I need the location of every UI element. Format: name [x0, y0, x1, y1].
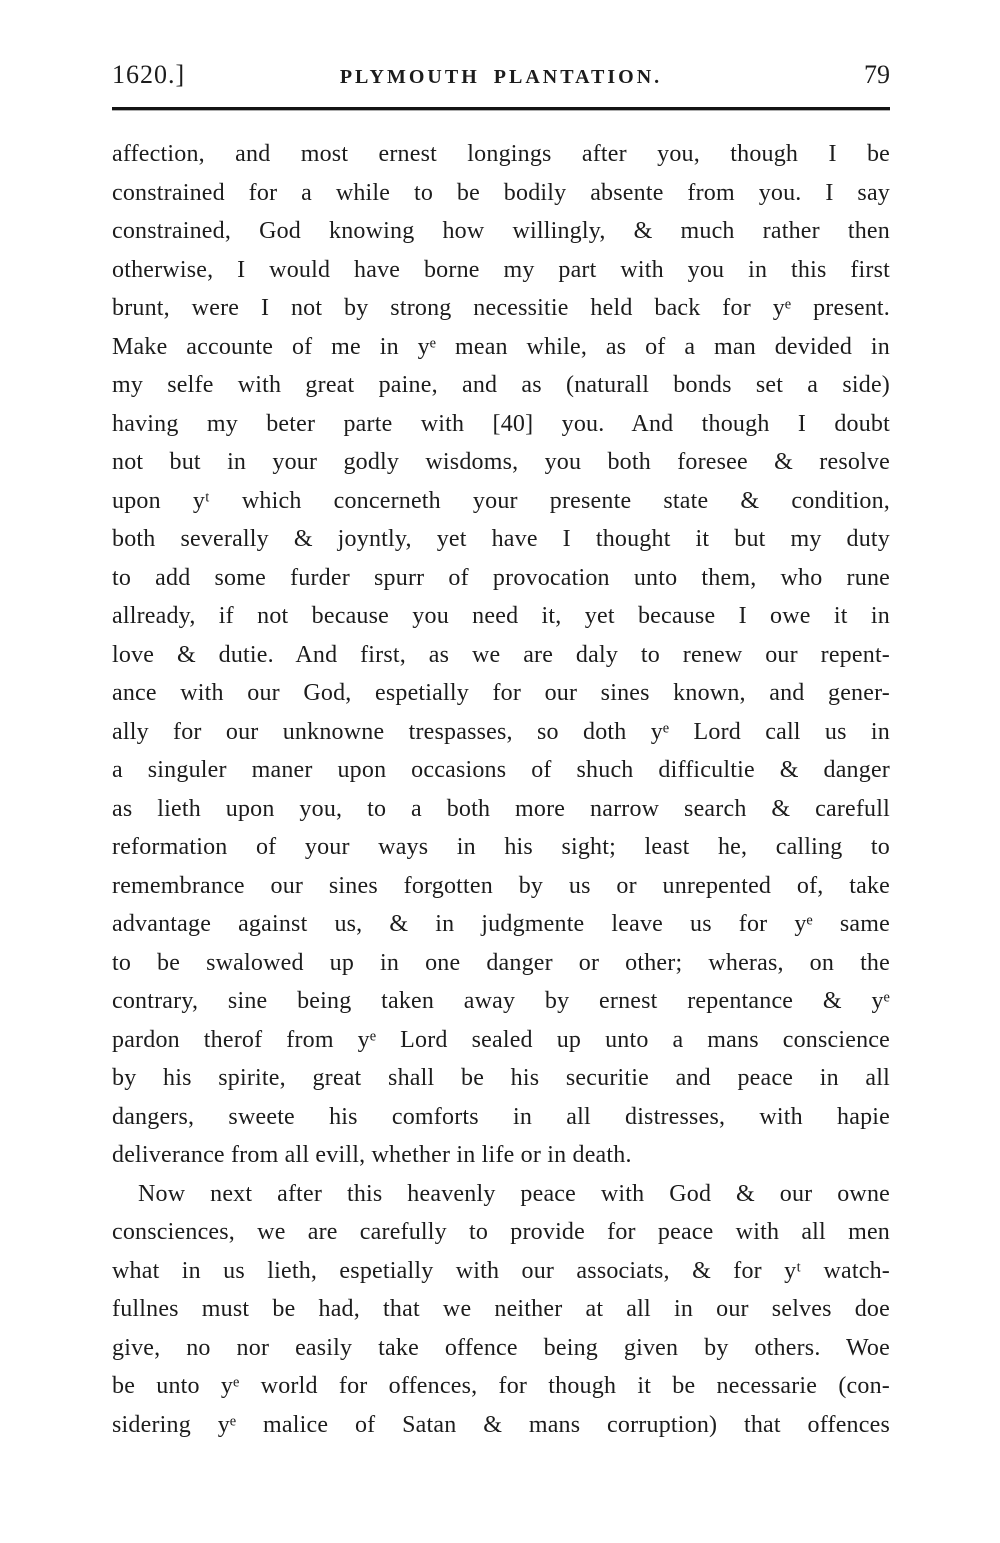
text-line: ally for our unknowne trespasses, so doth yᵉ Lord call us in — [112, 718, 890, 745]
text-line: be unto yᵉ world for offences, for though it be necessarie (con- — [112, 1373, 890, 1399]
text-line: fullnes must be had, that we neither at all in our selves doe — [112, 1296, 890, 1322]
text-line: constrained for a while to be bodily absente from you. I say — [112, 179, 890, 206]
text-line: dangers, sweete his comforts in all distresses, with hapie — [112, 1103, 890, 1130]
page-header — [112, 60, 890, 90]
text-line: otherwise, I would have borne my part with you in this first — [112, 256, 890, 283]
text-line: advantage against us, & in judgmente leave us for yᵉ same — [112, 911, 890, 937]
text-line: ance with our God, espetially for our sines known, and gener- — [112, 680, 890, 706]
text-line: love & dutie. And first, as we are daly to renew our repent- — [112, 641, 890, 668]
text-line: not but in your godly wisdoms, you both foresee & resolve — [112, 449, 890, 475]
text-line: affection, and most ernest longings after you, though I be — [112, 141, 890, 167]
header-rule — [112, 107, 890, 110]
text-line: reformation of your ways in his sight; least he, calling to — [112, 834, 890, 860]
text-line: contrary, sine being taken away by ernest repentance & yᵉ — [112, 988, 890, 1014]
text-line: a singuler maner upon occasions of shuch difficultie & danger — [112, 757, 890, 783]
text-line: brunt, were I not by strong necessitie held back for yᵉ present. — [112, 295, 890, 321]
text-line: Make accounte of me in yᵉ mean while, as of a man devided in — [112, 333, 890, 360]
text-line: allready, if not because you need it, yet because I owe it in — [112, 603, 890, 629]
text-line: pardon therof from yᵉ Lord sealed up unto a mans conscience — [112, 1026, 890, 1053]
text-line: give, no nor easily take offence being given by others. Woe — [112, 1334, 890, 1361]
text-line: constrained, God knowing how willingly, & much rather then — [112, 218, 890, 244]
text-line: what in us lieth, espetially with our associats, & for yᵗ watch- — [112, 1257, 890, 1284]
text-line: having my beter parte with [40] you. And though I doubt — [112, 410, 890, 437]
header-year: 1620.] — [112, 60, 186, 89]
header-page-number: 79 — [864, 60, 890, 89]
text-line: my selfe with great paine, and as (naturall bonds set a side) — [112, 372, 890, 398]
text-line: deliverance from all evill, whether in life or in death. — [112, 1142, 632, 1168]
header-title: PLYMOUTH PLANTATION. — [339, 66, 663, 88]
text-line: by his spirite, great shall be his securitie and peace in all — [112, 1065, 890, 1091]
text-line: sidering yᵉ malice of Satan & mans corruption) that offences — [112, 1411, 890, 1438]
text-line: to be swalowed up in one danger or other; wheras, on the — [112, 949, 890, 976]
text-line: upon yᵗ which concerneth your presente state & condition, — [112, 487, 890, 514]
text-line: as lieth upon you, to a both more narrow search & carefull — [112, 795, 890, 822]
text-line: to add some furder spurr of provocation unto them, who rune — [112, 564, 890, 591]
text-line: consciences, we are carefully to provide for peace with all men — [112, 1219, 890, 1245]
page-body — [112, 135, 890, 1444]
text-line: remembrance our sines forgotten by us or unrepented of, take — [112, 872, 890, 899]
text-line: Now next after this heavenly peace with God & our owne — [138, 1180, 890, 1207]
text-line: both severally & joyntly, yet have I thought it but my duty — [112, 526, 890, 552]
